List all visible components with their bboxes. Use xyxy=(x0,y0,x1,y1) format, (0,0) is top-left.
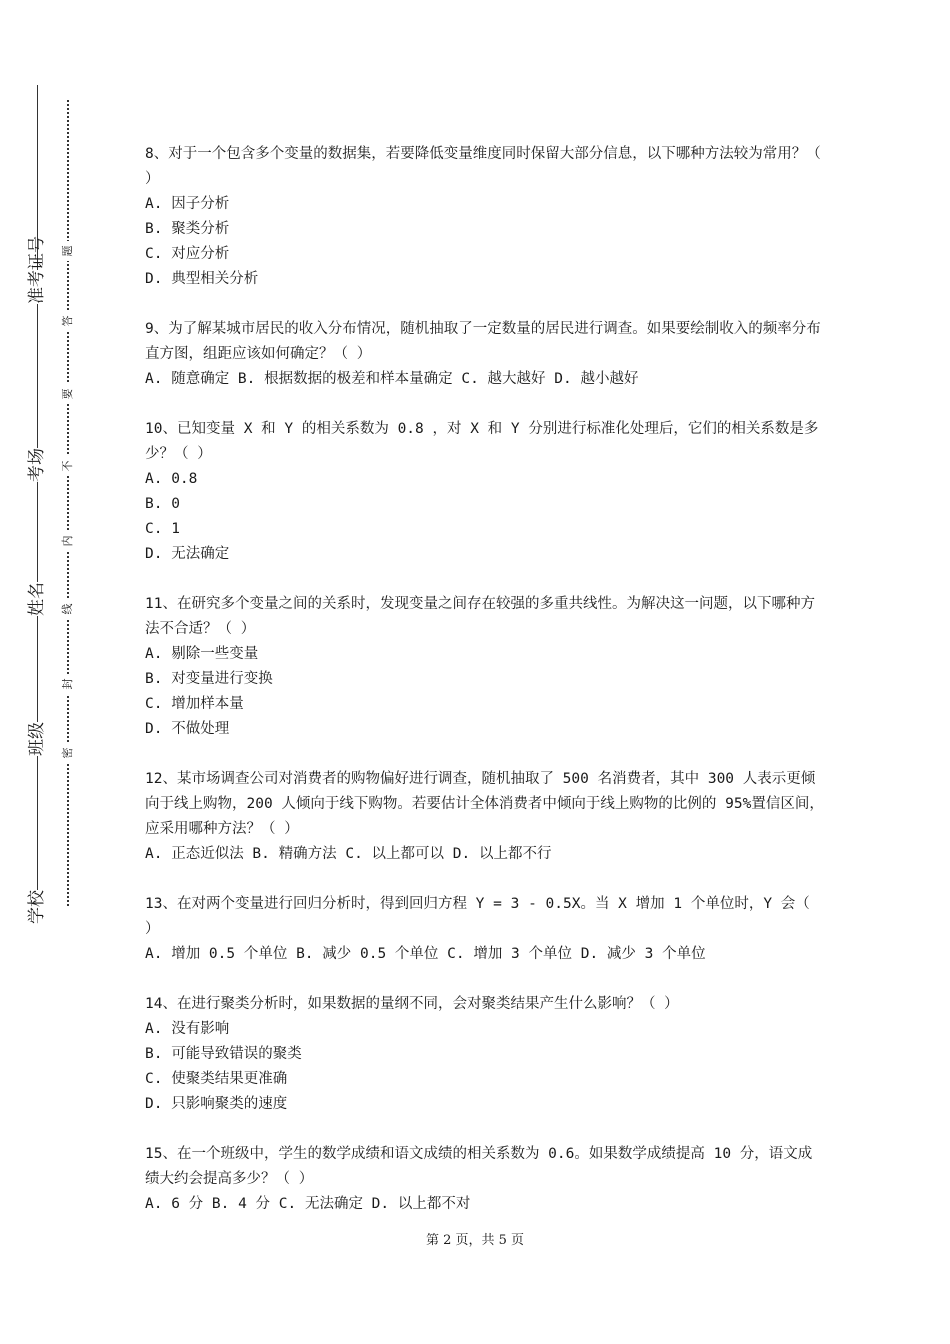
option: C. 对应分析 xyxy=(145,246,230,262)
option: A. 没有影响 xyxy=(145,1021,230,1037)
option: D. 无法确定 xyxy=(145,546,230,562)
question-list xyxy=(145,142,830,1242)
question-12 xyxy=(145,767,825,867)
question-8 xyxy=(145,142,830,292)
option: B. 0 xyxy=(145,496,180,512)
question-14 xyxy=(145,992,825,1117)
option: B. 对变量进行变换 xyxy=(145,671,273,687)
option: A. 剔除一些变量 xyxy=(145,646,259,662)
exam-room-label: 考场 xyxy=(20,448,54,482)
question-stem: 10、已知变量 X 和 Y 的相关系数为 0.8 ，对 X 和 Y 分别进行标准化处理后，它们的相关系数是多少？（ ） xyxy=(145,421,819,462)
option-line: A. 随意确定 B. 根据数据的极差和样本量确定 C. 越大越好 D. 越小越好 xyxy=(145,371,639,387)
option: A. 因子分析 xyxy=(145,196,230,212)
question-10 xyxy=(145,417,825,567)
option: A. 0.8 xyxy=(145,471,198,487)
school-label: 学校 xyxy=(20,890,54,924)
question-11 xyxy=(145,592,825,742)
option: C. 增加样本量 xyxy=(145,696,244,712)
seal-char: 答 xyxy=(60,311,76,331)
option-line: A. 正态近似法 B. 精确方法 C. 以上都可以 D. 以上都不行 xyxy=(145,846,552,862)
question-stem: 11、在研究多个变量之间的关系时，发现变量之间存在较强的多重共线性。为解决这一问题，以下哪种方法不合适？（ ） xyxy=(145,596,815,637)
option: B. 聚类分析 xyxy=(145,221,230,237)
seal-char: 题 xyxy=(60,241,76,261)
name-label: 姓名 xyxy=(20,582,54,616)
option: C. 1 xyxy=(145,521,180,537)
option: D. 典型相关分析 xyxy=(145,271,259,287)
question-stem: 12、某市场调查公司对消费者的购物偏好进行调查，随机抽取了 500 名消费者，其中 300 人表示更倾向于线上购物，200 人倾向于线下购物。若要估计全体消费者中倾向于线上购物的比例的 95%置信区间，应采用哪种方法？（ ） xyxy=(145,771,824,837)
seal-char: 密 xyxy=(60,743,76,763)
seal-char: 内 xyxy=(60,531,76,551)
option: D. 只影响聚类的速度 xyxy=(145,1096,288,1112)
question-stem: 13、在对两个变量进行回归分析时，得到回归方程 Y = 3 - 0.5X。当 X 增加 1 个单位时，Y 会（ ） xyxy=(145,896,819,937)
question-13 xyxy=(145,892,825,967)
seal-char: 封 xyxy=(60,674,76,694)
question-stem: 9、为了解某城市居民的收入分布情况，随机抽取了一定数量的居民进行调查。如果要绘制收入的频率分布直方图，组距应该如何确定？（ ） xyxy=(145,321,821,362)
question-stem: 14、在进行聚类分析时，如果数据的量纲不同，会对聚类结果产生什么影响？（ ） xyxy=(145,996,679,1012)
seal-char: 线 xyxy=(60,599,76,619)
option-line: A. 6 分 B. 4 分 C. 无法确定 D. 以上都不对 xyxy=(145,1196,471,1212)
option: B. 可能导致错误的聚类 xyxy=(145,1046,302,1062)
option: D. 不做处理 xyxy=(145,721,230,737)
page-number: 第 2 页，共 5 页 xyxy=(425,1233,525,1248)
seal-dotted-line xyxy=(67,100,69,906)
class-label: 班级 xyxy=(20,722,54,756)
question-stem: 8、对于一个包含多个变量的数据集，若要降低变量维度同时保留大部分信息，以下哪种方法较为常用？（ ） xyxy=(145,146,830,187)
option: C. 使聚类结果更准确 xyxy=(145,1071,288,1087)
question-stem: 15、在一个班级中，学生的数学成绩和语文成绩的相关系数为 0.6。如果数学成绩提高 10 分，语文成绩大约会提高多少？（ ） xyxy=(145,1146,813,1187)
option-line: A. 增加 0.5 个单位 B. 减少 0.5 个单位 C. 增加 3 个单位 D. 减少 3 个单位 xyxy=(145,946,706,962)
binding-line xyxy=(37,85,38,921)
question-9 xyxy=(145,317,825,392)
seal-char: 要 xyxy=(60,384,76,404)
admission-number-label: 准考证号 xyxy=(20,270,54,304)
seal-char: 不 xyxy=(60,456,76,476)
question-15 xyxy=(145,1142,825,1217)
